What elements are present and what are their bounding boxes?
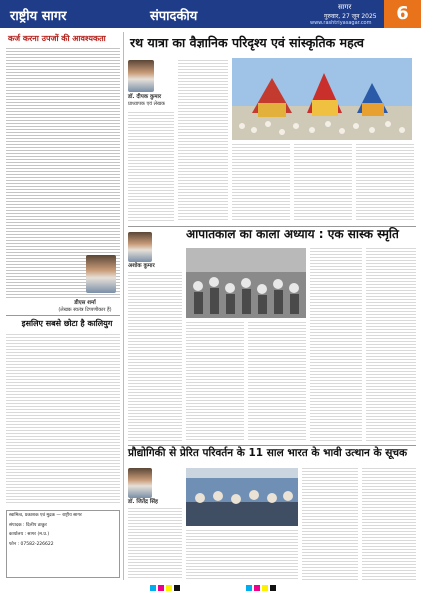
author-photo [86,255,116,293]
emergency-byline [128,263,178,270]
registration-mark-yellow [166,585,172,591]
byline-role: (लेखक स्वतंत्र टिप्पणीकार हैं) [58,306,112,313]
byline-name: अशोक कुमार [128,263,155,269]
emergency-photo [186,248,306,318]
left-second-body [6,334,120,504]
left-editorial-headline: कर्ज करना उपजों की आवश्यकता [8,34,106,43]
technology-byline [128,499,182,506]
technology-author-photo [128,468,152,498]
imprint-line: स्वामित्व, प्रकाशक एवं मुद्रक — राष्ट्रीय सागर [9,513,82,518]
registration-mark-black [174,585,180,591]
masthead-website[interactable]: www.rashtriyasagar.com [310,20,372,26]
registration-mark-magenta [158,585,164,591]
registration-mark-cyan [246,585,252,591]
newspaper-logo: राष्ट्रीय सागर [0,0,132,28]
imprint-line: संपादक : दिलीप ठाकुर [9,522,47,528]
imprint-line: फोन : 07582-226622 [9,541,54,547]
registration-mark-yellow [262,585,268,591]
main-col-5 [356,144,414,222]
technology-col-2 [186,530,298,580]
technology-col-3 [302,468,358,580]
technology-headline: प्रौद्योगिकी से प्रेरित परिवर्तन के 11 साल भारत के भावी उत्थान के सूचक [128,447,408,459]
main-headline: रथ यात्रा का वैज्ञानिक परिदृश्य एवं सांस्कृतिक महत्व [130,35,365,50]
left-second-headline: इसलिए सबसे छोटा है कालियुग [21,319,113,328]
masthead [0,0,421,28]
byline-name: डीएस शर्मा [74,300,96,306]
imprint-line: कार्यालय : सागर (म.प्र.) [9,532,50,538]
main-byline [128,94,174,107]
emergency-author-photo [128,232,152,262]
rath-yatra-photo [232,58,412,140]
left-editorial-byline [50,300,120,313]
emergency-headline: आपातकाल का काला अध्याय : एक सास्क स्मृति [186,227,399,241]
column-rule [123,32,124,580]
technology-col-4 [362,468,416,580]
technology-photo [186,468,298,526]
registration-mark-black [270,585,276,591]
registration-mark-cyan [150,585,156,591]
emergency-col-4 [310,248,362,442]
imprint-box [6,510,120,578]
emergency-col-3 [248,322,306,442]
section-title: संपादकीय [150,9,198,24]
byline-name: डॉ. जितेंद्र सिंह [128,499,158,505]
masthead-date: गुरुवार, 27 जून 2025 [324,13,377,20]
emergency-col-5 [366,248,416,442]
main-col-2 [178,60,228,222]
page-number: 6 [384,0,421,28]
main-col-4 [294,144,352,222]
emergency-col-1 [128,272,182,442]
left-divider [6,315,120,316]
main-author-photo [128,60,154,92]
masthead-city: सागर [338,3,352,11]
story-divider [128,445,416,446]
registration-mark-magenta [254,585,260,591]
emergency-col-2 [186,322,244,442]
technology-col-1 [128,508,182,580]
byline-name: डॉ. दीपक कुमार [128,94,162,100]
main-col-1 [128,112,174,222]
byline-role: प्राध्यापक एवं लेखक [128,100,165,107]
main-col-3 [232,144,290,222]
